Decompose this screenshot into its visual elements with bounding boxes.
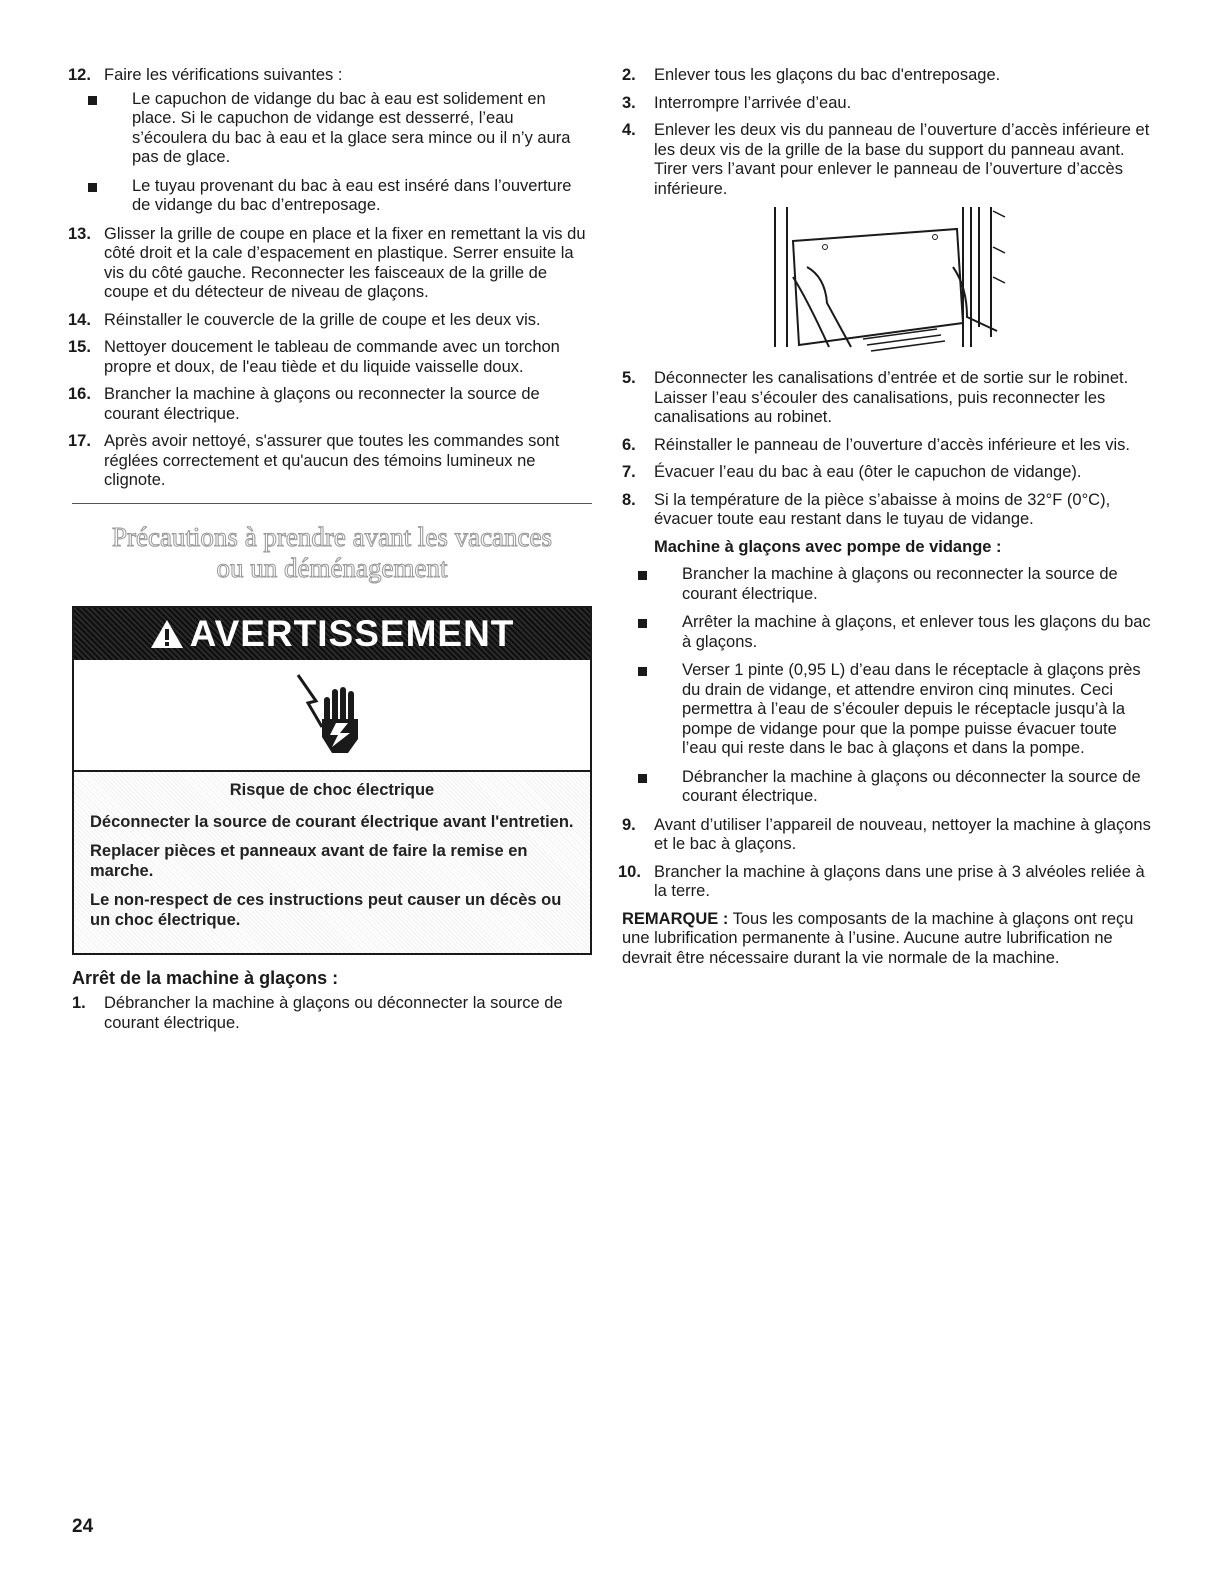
step-text: Réinstaller le couvercle de la grille de coupe et les deux vis. [104,310,541,329]
step-number: 2. [622,66,636,84]
left-column [68,66,592,1041]
step-number: 16. [68,385,91,403]
warning-line-2: Replacer pièces et panneaux avant de faire la remise en marche. [90,841,528,880]
page-number: 24 [72,1516,94,1537]
left-list-a [68,66,592,491]
numbered-step [68,224,592,303]
numbered-step [72,994,592,1033]
note [622,910,1152,969]
section-title-line-1: Précautions à prendre avant les vacances [111,521,553,552]
step-number: 4. [622,121,636,139]
step-number: 5. [622,369,636,387]
pump-label: Machine à glaçons avec pompe de vidange : [654,537,1002,556]
step-text: Après avoir nettoyé, s'assurer que toutes les commandes sont réglées correctement et qu'aucun des témoins lumineux ne clignote. [104,432,560,489]
left-list-b [72,994,592,1033]
step-text: Brancher la machine à glaçons dans une prise à 3 alvéoles reliée à la terre. [654,862,1145,900]
numbered-step [68,432,592,491]
numbered-step [68,338,592,377]
electric-shock-hand-icon [292,667,372,763]
step-number: 15. [68,338,91,356]
numbered-step [622,816,1152,855]
note-text: Tous les composants de la machine à glaçons ont reçu une lubrification permanente à l’usine. Aucune autre lubrification ne devrait être nécessaire durant la vie normale de la machine. [622,909,1134,967]
note-label: REMARQUE : [622,909,729,928]
pump-bullet-item: Arrêter la machine à glaçons, et enlever tous les glaçons du bac à glaçons. [622,613,1152,652]
step-text: Enlever tous les glaçons du bac d'entreposage. [654,66,1001,84]
numbered-step [622,94,1152,114]
warning-header-text: AVERTISSEMENT [189,612,515,654]
step-text: Enlever les deux vis du panneau de l’ouverture d’accès inférieure et les deux vis de la grille de la base du support du panneau avant. Tirer vers l’avant pour enlever le panneau de l’ouverture d’accès inférieure. [654,121,1150,198]
numbered-step [622,491,1152,530]
numbered-step [622,463,1152,483]
pump-bullet-item: Débrancher la machine à glaçons ou déconnecter la source de courant électrique. [622,768,1152,807]
warning-risk: Risque de choc électrique [229,780,435,799]
numbered-step [68,385,592,424]
right-column [618,66,1152,968]
warning-header [74,608,590,660]
numbered-step [68,310,592,331]
warning-line-3: Le non-respect de ces instructions peut causer un décès ou un choc électrique. [90,890,562,929]
pump-bullet-item: Verser 1 pinte (0,95 L) d’eau dans le réceptacle à glaçons près du drain de vidange, et attendre environ cinq minutes. Ceci permettra à l’eau de s’écouler depuis le réceptacle jusqu’à la pompe de vidange pour que la pompe puisse évacuer toute l’eau qui reste dans le bac à glaçons et dans la pompe. [622,661,1152,759]
bullet-item: Le tuyau provenant du bac à eau est inséré dans l’ouverture de vidange du bac d’entreposage. [72,177,592,216]
step-number: 6. [622,435,636,454]
section-divider [72,503,592,504]
numbered-step [622,369,1152,428]
pump-bullet-item: Brancher la machine à glaçons ou reconnecter la source de courant électrique. [622,565,1152,604]
warning-body [74,772,590,953]
step-text: Débrancher la machine à glaçons ou déconnecter la source de courant électrique. [104,994,563,1032]
warning-box [72,606,592,955]
numbered-step [622,436,1152,456]
step-text: Glisser la grille de coupe en place et la fixer en remettant la vis du côté droit et la cale d’espacement en plastique. Serrer ensuite la vis du côté gauche. Reconnecter les faisceaux de la grille de coupe et du détecteur de niveau de glaçons. [104,224,586,301]
panel-removal-illustration [622,207,1152,357]
warning-triangle-icon [150,619,184,649]
warning-line-1: Déconnecter la source de courant électrique avant l'entretien. [90,812,574,831]
step-number: 1. [72,994,86,1012]
step-text: Avant d’utiliser l’appareil de nouveau, nettoyer la machine à glaçons et le bac à glaçons. [654,815,1151,853]
section-title [72,522,592,584]
step-number: 14. [68,310,91,329]
step-bullets [72,90,592,216]
shutdown-subhead: Arrêt de la machine à glaçons : [72,967,339,988]
step-text: Évacuer l’eau du bac à eau (ôter le capuchon de vidange). [654,463,1082,481]
step-text: Nettoyer doucement le tableau de commande avec un torchon propre et doux, de l'eau tiède et du liquide vaisselle doux. [104,338,560,376]
step-number: 17. [68,432,91,450]
numbered-step [622,66,1152,86]
step-number: 10. [618,862,641,881]
right-list-a [622,66,1152,199]
step-number: 8. [622,490,636,509]
step-number: 13. [68,224,91,243]
right-list-c [618,815,1152,902]
pump-bullets [622,565,1152,807]
step-text: Brancher la machine à glaçons ou reconnecter la source de courant électrique. [104,385,540,423]
step-text: Faire les vérifications suivantes : [104,66,343,84]
step-number: 12. [68,66,91,84]
step-number: 7. [622,463,636,481]
step-number: 3. [622,93,636,112]
step-text: Si la température de la pièce s’abaisse à moins de 32°F (0°C), évacuer toute eau restant dans le tuyau de vidange. [654,490,1111,528]
step-text: Déconnecter les canalisations d’entrée et de sortie sur le robinet. Laisser l’eau s’écouler des canalisations, puis reconnecter les canalisations au robinet. [654,369,1129,426]
numbered-step [68,66,592,216]
bullet-item: Le capuchon de vidange du bac à eau est solidement en place. Si le capuchon de vidange est desserré, l’eau s’écoulera du bac à eau et la glace sera mince ou il n’y aura pas de glace. [72,90,592,168]
warning-icon-row [74,660,590,772]
step-text: Interrompre l’arrivée d’eau. [654,93,852,112]
section-title-line-2: ou un déménagement [216,552,448,583]
right-list-b [622,369,1152,530]
numbered-step [618,862,1152,902]
step-text: Réinstaller le panneau de l’ouverture d’accès inférieure et les vis. [654,435,1131,454]
numbered-step [622,121,1152,199]
step-number: 9. [622,815,636,834]
